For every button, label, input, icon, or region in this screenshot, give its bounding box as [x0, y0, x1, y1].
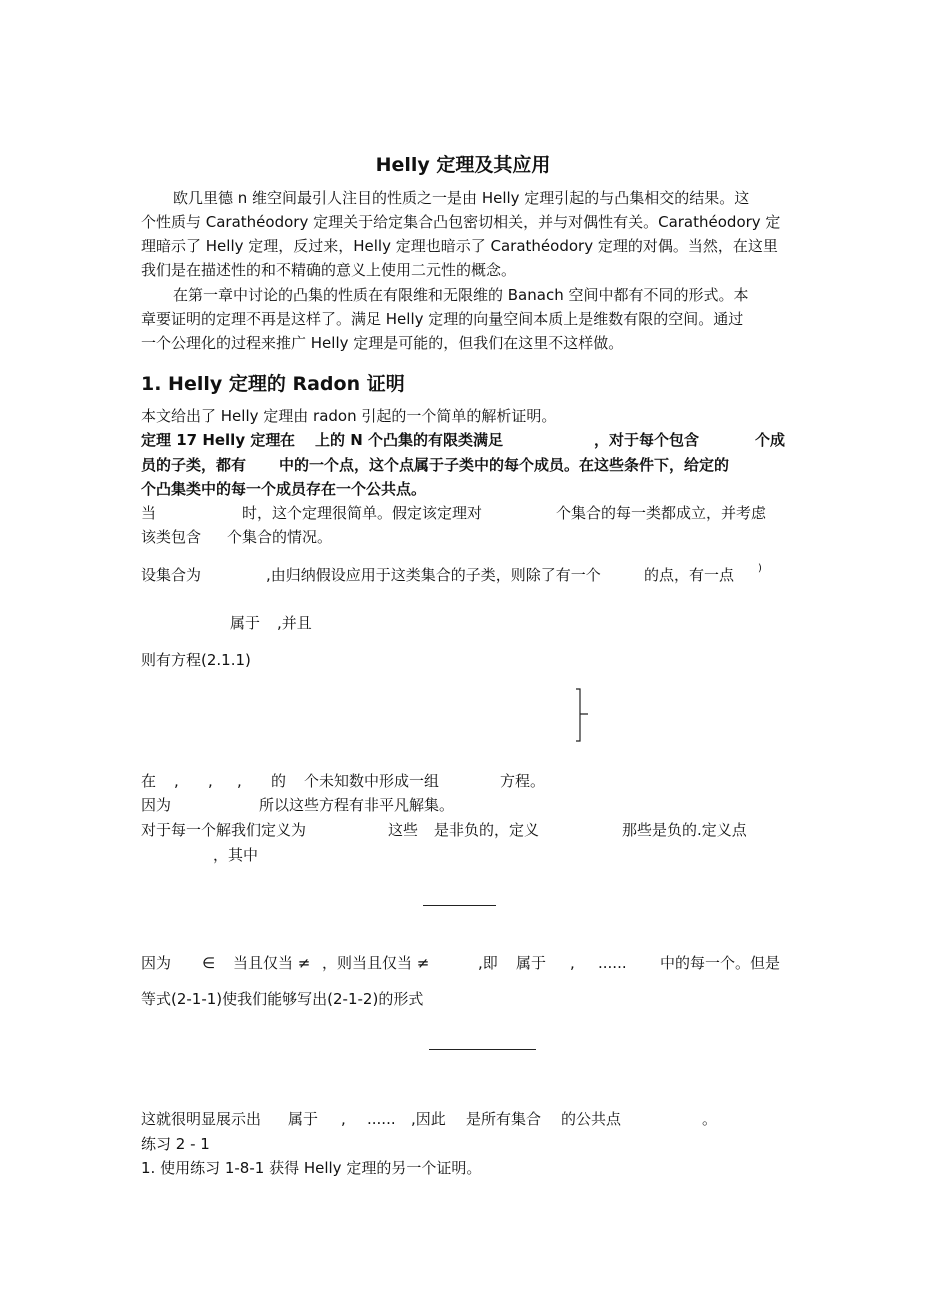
- proof-text: 个集合的情况。: [227, 528, 333, 546]
- intro-p2-line-3: 一个公理化的过程来推广 Helly 定理是可能的，但我们在这里不这样做。: [141, 334, 624, 352]
- fraction-bar: [423, 905, 496, 906]
- proof-text: ,: [341, 1110, 346, 1128]
- proof-text: ,: [237, 772, 242, 790]
- intro-p1-line-3: 理暗示了 Helly 定理，反过来，Helly 定理也暗示了 Carathéodory 定理的对偶。当然，在这里: [141, 237, 778, 255]
- proof-text: 对于每一个解我们定义为: [141, 821, 307, 839]
- proof-text: 等式(2-1-1)使我们能够写出(2-1-2)的形式: [141, 990, 424, 1008]
- proof-text: ......: [598, 954, 627, 972]
- proof-text: 个未知数中形成一组: [304, 772, 440, 790]
- intro-p1-line-2: 个性质与 Carathéodory 定理关于给定集合凸包密切相关，并与对偶性有关。Carathéodory 定: [141, 213, 781, 231]
- proof-text: ,因此: [411, 1110, 446, 1128]
- theorem-text: 个成: [755, 431, 786, 449]
- proof-text: 这些: [388, 821, 419, 839]
- proof-text: 因为: [141, 954, 172, 972]
- proof-text: 这就很明显展示出: [141, 1110, 262, 1128]
- proof-text: 所以这些方程有非平凡解集。: [259, 796, 455, 814]
- proof-text: 是非负的，定义: [434, 821, 540, 839]
- theorem-text: 在: [280, 431, 296, 449]
- theorem-text: ，对于每个包含: [594, 431, 700, 449]
- proof-text: 时，这个定理很简单。假定该定理对: [242, 504, 483, 522]
- superscript-mark: ): [758, 563, 762, 574]
- fraction-bar: [429, 1049, 536, 1050]
- proof-text: 设集合为: [141, 566, 202, 584]
- proof-text: 是所有集合: [466, 1110, 542, 1128]
- proof-text: 方程。: [500, 772, 546, 790]
- intro-p2-line-1: 在第一章中讨论的凸集的性质在有限维和无限维的 Banach 空间中都有不同的形式。本: [173, 286, 749, 304]
- theorem-text: 个凸集类中的每一个成员存在一个公共点。: [141, 480, 427, 498]
- proof-text: 属于: [230, 614, 261, 632]
- proof-text: 中的每一个。但是: [660, 954, 781, 972]
- proof-text: 在: [141, 772, 157, 790]
- proof-text: ，则当且仅当 ≠: [322, 954, 430, 972]
- proof-text: 当且仅当 ≠: [233, 954, 311, 972]
- equation-intro: 则有方程(2.1.1): [141, 651, 251, 669]
- intro-p1-line-1: 欧几里德 n 维空间最引人注目的性质之一是由 Helly 定理引起的与凸集相交的结果。这: [173, 189, 750, 207]
- equation-brace: [574, 688, 594, 744]
- proof-text: 属于: [516, 954, 547, 972]
- proof-text: ,: [208, 772, 213, 790]
- proof-text: 那些是负的.定义点: [622, 821, 747, 839]
- proof-text: 的点，有一点: [644, 566, 735, 584]
- proof-text: ,并且: [277, 614, 312, 632]
- theorem-text: 中的一个点，这个点属于子类中的每个成员。在这些条件下，给定的: [279, 456, 730, 474]
- document-title: Helly 定理及其应用: [375, 154, 551, 176]
- proof-text: ，其中: [213, 846, 259, 864]
- proof-text: ,: [570, 954, 575, 972]
- section-heading: 1. Helly 定理的 Radon 证明: [141, 373, 405, 395]
- theorem-text: 上的 N 个凸集的有限类满足: [315, 431, 503, 449]
- proof-text: 。: [702, 1110, 718, 1128]
- exercise-item: 1. 使用练习 1-8-1 获得 Helly 定理的另一个证明。: [141, 1159, 482, 1177]
- intro-p2-line-2: 章要证明的定理不再是这样了。满足 Helly 定理的向量空间本质上是维数有限的空间。通过: [141, 310, 744, 328]
- proof-text: ,由归纳假设应用于这类集合的子类，则除了有一个: [266, 566, 601, 584]
- proof-text: 的: [271, 772, 287, 790]
- exercise-title: 练习 2 - 1: [141, 1135, 210, 1153]
- proof-text: ,即: [478, 954, 498, 972]
- intro-p1-line-4: 我们是在描述性的和不精确的意义上使用二元性的概念。: [141, 261, 517, 279]
- proof-text: 属于: [288, 1110, 319, 1128]
- proof-text: 该类包含: [141, 528, 202, 546]
- proof-text: 当: [141, 504, 157, 522]
- proof-text: 因为: [141, 796, 172, 814]
- proof-text: 个集合的每一类都成立，并考虑: [556, 504, 767, 522]
- theorem-text: 员的子类，都有: [141, 456, 247, 474]
- element-of-symbol: ∈: [202, 954, 216, 972]
- proof-text: 的公共点: [561, 1110, 622, 1128]
- proof-text: ,: [174, 772, 179, 790]
- proof-text: ......: [367, 1110, 396, 1128]
- section-lead: 本文给出了 Helly 定理由 radon 引起的一个简单的解析证明。: [141, 407, 557, 425]
- theorem-label: 定理 17 Helly 定理: [141, 431, 281, 449]
